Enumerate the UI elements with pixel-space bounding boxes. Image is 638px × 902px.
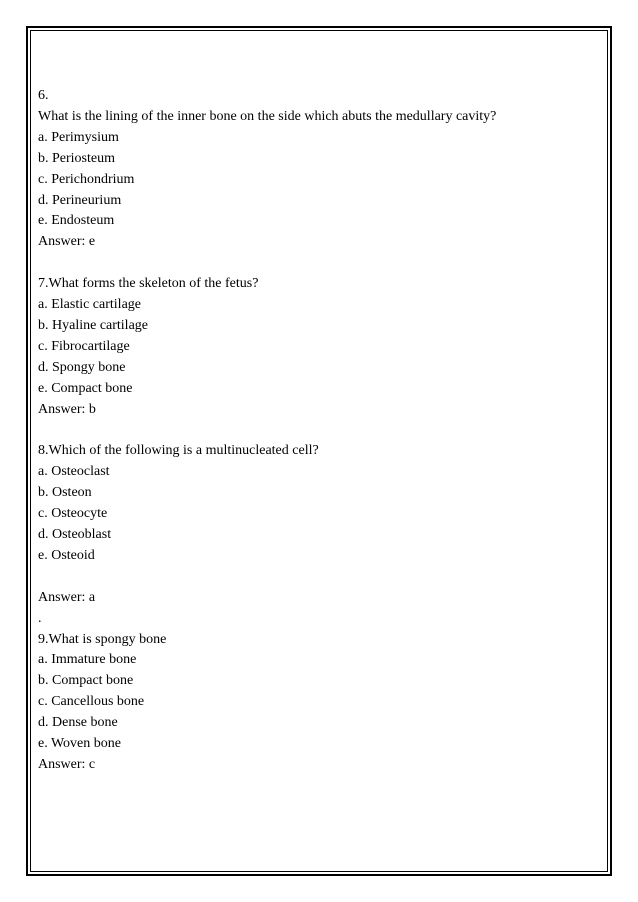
option-e: e. Endosteum [38,213,115,229]
option-d: d. Spongy bone [38,359,126,375]
answer-text: Answer: b [38,401,96,417]
option-a: a. Osteoclast [38,464,110,480]
option-c: c. Osteocyte [38,506,108,522]
question-number: 6. [38,88,49,103]
question-block-7 [38,274,598,420]
answer-text: Answer: c [38,756,96,772]
option-b: b. Compact bone [38,673,134,689]
document-body [38,86,598,776]
option-c: c. Cancellous bone [38,694,145,710]
option-d: d. Osteoblast [38,527,112,542]
question-block-9 [38,630,598,776]
option-a: a. Perimysium [38,129,119,145]
option-e: e. Compact bone [38,380,133,396]
option-e: e. Osteoid [38,547,95,563]
question-text: What is the lining of the inner bone on the side which abuts the medullary cavity? [38,108,497,124]
trailing-mark: . [38,610,42,626]
option-b: b. Hyaline cartilage [38,317,149,333]
option-d: d. Perineurium [38,192,122,208]
spacer [38,567,598,588]
option-a: a. Elastic cartilage [38,297,141,313]
answer-text: Answer: e [38,234,96,250]
option-b: b. Periosteum [38,150,115,166]
option-a: a. Immature bone [38,652,137,668]
option-e: e. Woven bone [38,736,121,752]
question-text: 9.What is spongy bone [38,631,167,647]
spacer [38,253,598,274]
answer-text: Answer: a [38,589,96,605]
question-text: 8.Which of the following is a multinucleated cell? [38,443,319,459]
option-d: d. Dense bone [38,715,118,731]
question-block-8 [38,441,598,629]
spacer [38,420,598,441]
question-text: 7.What forms the skeleton of the fetus? [38,276,259,292]
option-b: b. Osteon [38,485,92,501]
question-block-6 [38,86,598,253]
option-c: c. Perichondrium [38,171,135,187]
option-c: c. Fibrocartilage [38,338,130,354]
